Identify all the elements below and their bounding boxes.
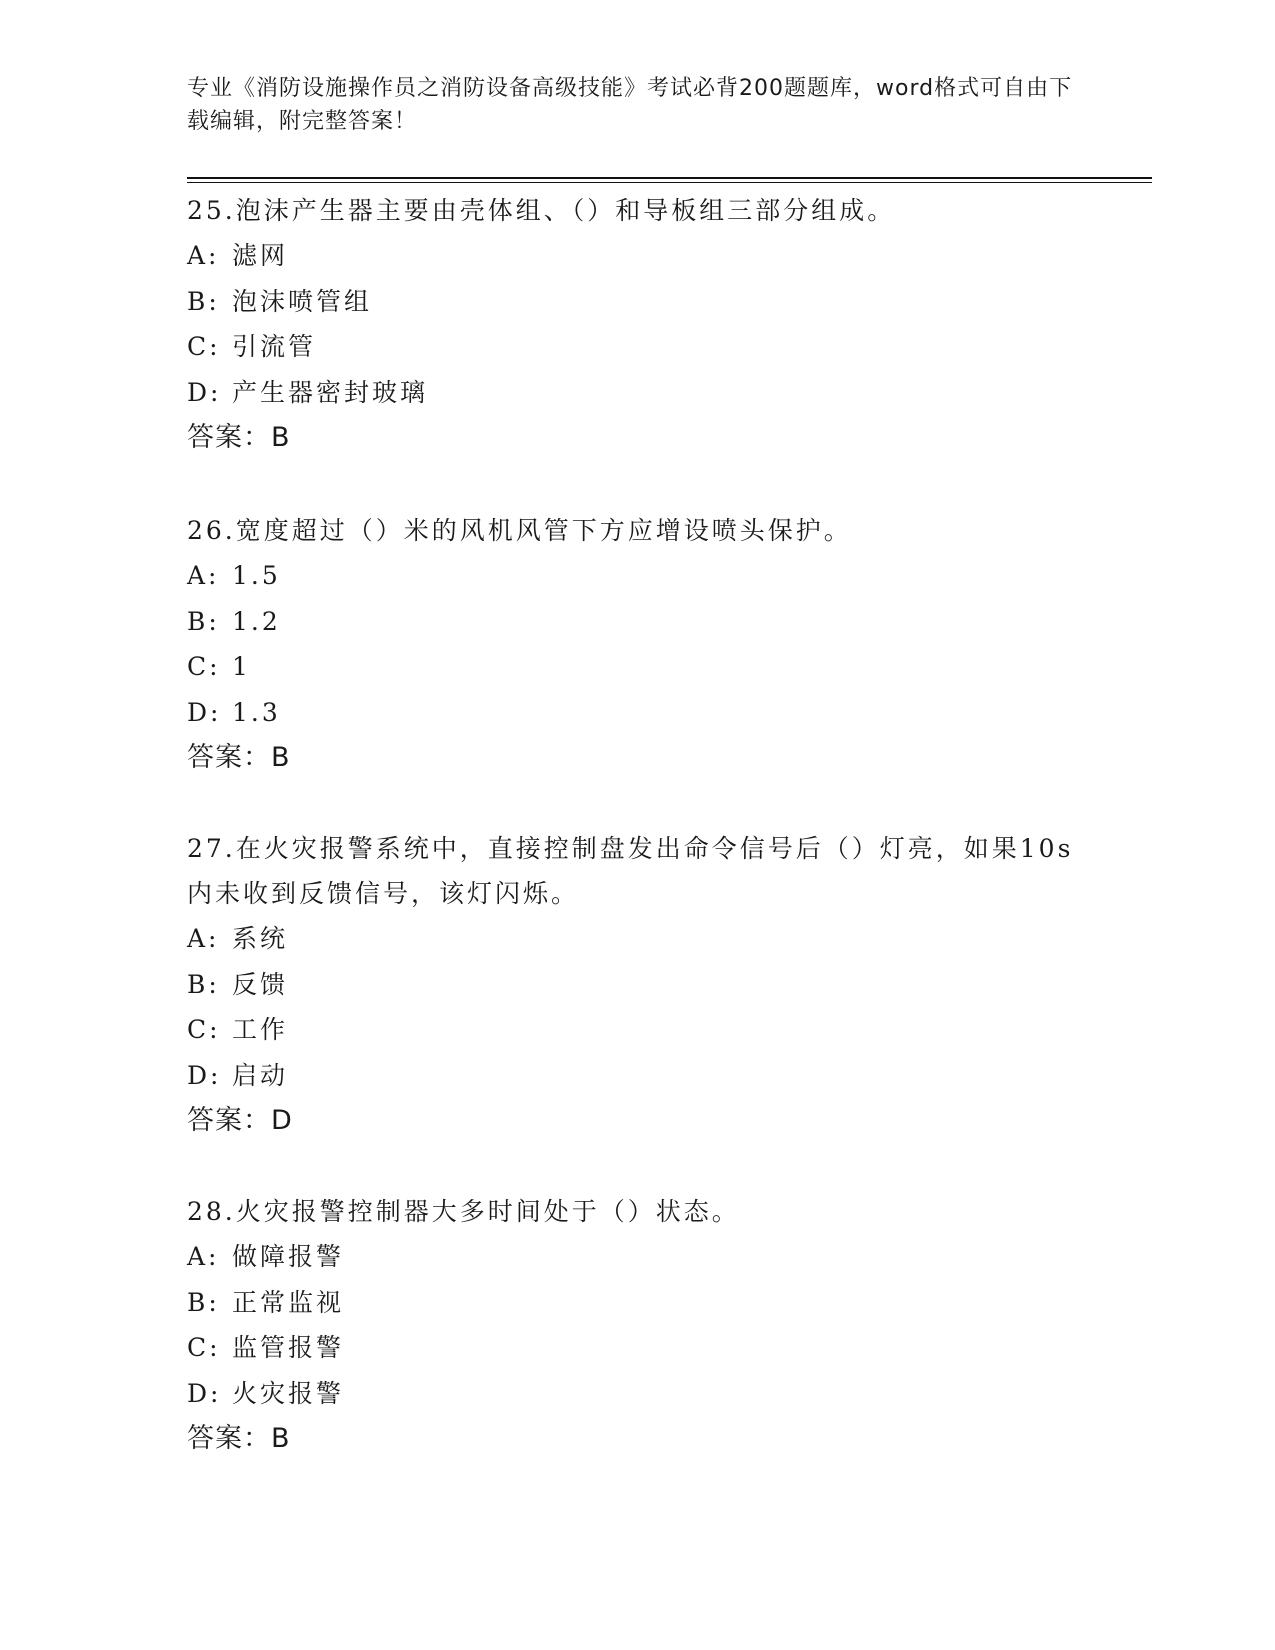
option-c bbox=[187, 324, 1087, 370]
answer-line: 答案：B bbox=[187, 422, 291, 453]
question-block bbox=[187, 1189, 1087, 1462]
question-stem: 27.在火灾报警系统中，直接控制盘发出命令信号后（）灯亮，如果10s内未收到反馈信号，该灯闪烁。 bbox=[187, 834, 1074, 908]
option-key: C: bbox=[187, 652, 221, 681]
question-block bbox=[187, 826, 1087, 1144]
option-text: 1 bbox=[232, 652, 251, 681]
option-c bbox=[187, 644, 1087, 690]
option-text: 引流管 bbox=[232, 332, 317, 361]
option-text: 1.2 bbox=[232, 606, 281, 636]
option-a bbox=[187, 1234, 1087, 1280]
option-c bbox=[187, 1325, 1087, 1371]
option-key: A: bbox=[187, 241, 220, 270]
option-a bbox=[187, 553, 1087, 599]
option-b bbox=[187, 279, 1087, 325]
option-key: C: bbox=[187, 1015, 221, 1044]
option-key: C: bbox=[187, 1333, 221, 1362]
option-text: 1.5 bbox=[232, 561, 281, 590]
option-key: D: bbox=[187, 697, 222, 727]
option-b bbox=[187, 1280, 1087, 1326]
option-text: 反馈 bbox=[232, 969, 289, 999]
option-text: 1.3 bbox=[232, 697, 281, 727]
answer-line: 答案：D bbox=[187, 1105, 293, 1136]
option-text: 做障报警 bbox=[232, 1242, 345, 1271]
option-key: D: bbox=[187, 1378, 222, 1408]
option-a bbox=[187, 233, 1087, 279]
answer-line: 答案：B bbox=[187, 1423, 291, 1454]
option-key: B: bbox=[187, 969, 220, 999]
question-stem: 28.火灾报警控制器大多时间处于（）状态。 bbox=[187, 1197, 740, 1226]
option-text: 火灾报警 bbox=[232, 1378, 345, 1408]
option-text: 泡沫喷管组 bbox=[232, 286, 373, 316]
option-key: C: bbox=[187, 332, 221, 361]
option-text: 正常监视 bbox=[232, 1287, 345, 1317]
question-block bbox=[187, 508, 1087, 781]
option-text: 启动 bbox=[232, 1060, 289, 1090]
option-key: A: bbox=[187, 924, 220, 953]
option-text: 监管报警 bbox=[232, 1333, 345, 1362]
option-key: B: bbox=[187, 606, 220, 636]
option-b bbox=[187, 962, 1087, 1008]
option-d bbox=[187, 1053, 1087, 1099]
option-text: 产生器密封玻璃 bbox=[232, 377, 429, 407]
option-key: D: bbox=[187, 377, 222, 407]
question-block bbox=[187, 188, 1087, 461]
question-stem: 25.泡沫产生器主要由壳体组、（）和导板组三部分组成。 bbox=[187, 196, 896, 225]
header-divider-thin bbox=[187, 182, 1152, 183]
document-header: 专业《消防设施操作员之消防设备高级技能》考试必背200题题库，word格式可自由下载编辑，附完整答案！ bbox=[187, 76, 1073, 134]
option-key: A: bbox=[187, 561, 220, 590]
option-key: B: bbox=[187, 286, 220, 316]
option-c bbox=[187, 1007, 1087, 1053]
answer-line: 答案：B bbox=[187, 742, 291, 773]
option-b bbox=[187, 599, 1087, 645]
header-divider bbox=[187, 177, 1152, 179]
option-text: 工作 bbox=[232, 1015, 289, 1044]
option-text: 滤网 bbox=[232, 241, 289, 270]
option-key: A: bbox=[187, 1242, 220, 1271]
option-text: 系统 bbox=[232, 924, 289, 953]
option-d bbox=[187, 690, 1087, 736]
option-d bbox=[187, 370, 1087, 416]
option-key: B: bbox=[187, 1287, 220, 1317]
option-d bbox=[187, 1371, 1087, 1417]
option-a bbox=[187, 916, 1087, 962]
option-key: D: bbox=[187, 1060, 222, 1090]
question-stem: 26.宽度超过（）米的风机风管下方应增设喷头保护。 bbox=[187, 516, 852, 545]
